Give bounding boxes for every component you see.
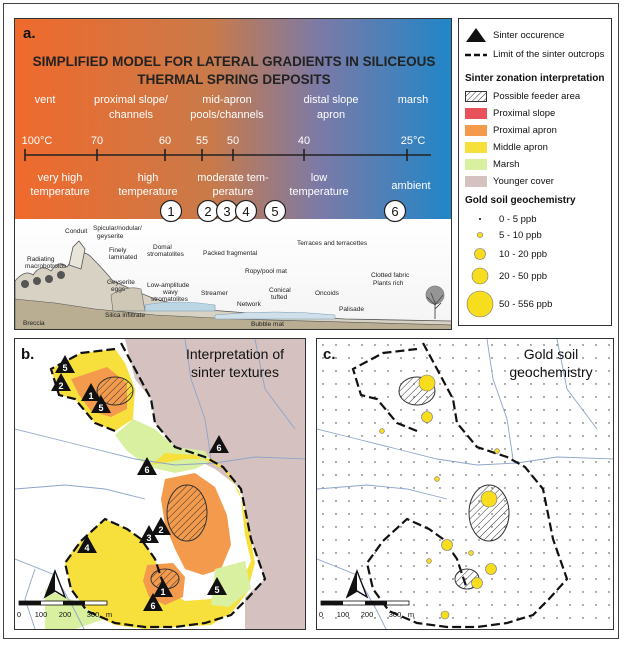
gold-sample-small (427, 559, 432, 564)
zone-circle-1 (161, 201, 182, 222)
panel-a-letter: a. (23, 25, 36, 42)
legend-gold-20-50: 20 - 50 ppb (465, 265, 547, 287)
proximal-slope-swatch (465, 108, 487, 119)
legend-limit: Limit of the sinter outcrops (465, 49, 604, 60)
label-network: Network (237, 301, 261, 308)
zone-circle-6 (385, 201, 406, 222)
zone-distal-slope: distal slope (303, 94, 359, 106)
dashed-line-icon (465, 50, 487, 60)
label-packed-fragmental: Packed fragmental (203, 250, 258, 257)
class-ambient: ambient (391, 180, 431, 192)
temp-tick-70: 70 (90, 135, 104, 147)
gold-sample-medium (441, 611, 449, 619)
svg-text:4: 4 (242, 204, 250, 219)
gold-sample-small (435, 477, 440, 482)
label-wavy: wavy (163, 289, 178, 296)
scale-label-unit: m (407, 610, 415, 619)
gold-sample-small (469, 551, 474, 556)
svg-text:6: 6 (391, 204, 399, 219)
label-terraces: Terraces and terracettes (297, 240, 368, 247)
gold-sample-medium (486, 564, 497, 575)
label-stromatolites: stromatolites (147, 251, 184, 258)
legend (458, 18, 612, 326)
svg-text:5: 5 (62, 363, 68, 373)
label-ropy-pool-mat: Ropy/pool mat (245, 268, 287, 275)
gold-dot-icon (465, 212, 495, 226)
scale-label-200: 200 (58, 610, 72, 619)
legend-zonation-title: Sinter zonation interpretation (465, 73, 605, 84)
label-spicular: Spicular/nodular/ (93, 225, 142, 232)
label-stromatolites-2: stromatolites (151, 296, 188, 303)
triangle-icon (465, 27, 487, 43)
zone-apron: apron (316, 109, 346, 121)
class-low-2: temperature (289, 186, 349, 198)
svg-text:5: 5 (214, 585, 220, 595)
zone-channels: channels (108, 109, 154, 121)
label-conical: Conical (269, 287, 291, 294)
scale-label-100: 100 (336, 610, 350, 619)
legend-gold-title: Gold soil geochemistry (465, 195, 576, 206)
legend-gold-5-10: 5 - 10 ppb (465, 228, 542, 242)
legend-gold-0-5: 0 - 5 ppb (465, 212, 537, 226)
zone-circle-3 (217, 201, 238, 222)
panel-b-letter: b. (21, 346, 35, 363)
panel-b-title-line2: sinter textures (191, 364, 279, 380)
gold-circle-medium-icon (465, 245, 495, 263)
class-very-high-1: very high (37, 172, 83, 184)
legend-zone-younger-cover: Younger cover (465, 176, 554, 187)
panel-b-title-line1: Interpretation of (185, 346, 285, 362)
zone-mid-apron: mid-apron (202, 94, 252, 106)
zone-circle-2 (198, 201, 219, 222)
gold-sample-large (481, 491, 497, 507)
svg-text:6: 6 (144, 465, 150, 475)
gold-sample-medium (472, 578, 483, 589)
scale-label-300: 300 (388, 610, 402, 619)
label-silica-infiltrate: Silica infiltrate (105, 312, 146, 319)
label-laminated: laminated (109, 254, 138, 261)
svg-text:6: 6 (216, 443, 222, 453)
legend-gold-10-20: 10 - 20 ppb (465, 245, 547, 263)
feeder-area-center (167, 485, 207, 541)
panel-c-letter: c. (323, 346, 336, 363)
panel-c-title-line1: Gold soil (523, 346, 579, 362)
gold-sample-small (495, 449, 500, 454)
middle-apron-swatch (465, 142, 487, 153)
label-geyserite-eggs-2: eggs (111, 286, 126, 293)
zone-circle-5 (265, 201, 286, 222)
svg-text:1: 1 (88, 391, 94, 401)
svg-text:2: 2 (204, 204, 212, 219)
legend-gold-50-556: 50 - 556 ppb (465, 289, 552, 319)
panel-c-map (317, 339, 614, 630)
label-finely: Finely (109, 247, 127, 254)
label-geyserite: geyserite (97, 233, 124, 240)
scale-label-300: 300 (86, 610, 100, 619)
scale-label-0: 0 (16, 610, 22, 619)
label-conduit: Conduit (65, 228, 88, 235)
marsh-swatch (465, 159, 487, 170)
proximal-apron-swatch (465, 125, 487, 136)
zone-proximal-slope: proximal slope/ (94, 94, 168, 106)
label-low-amplitude: Low-amplitude (147, 282, 190, 289)
temp-tick-40: 40 (297, 135, 311, 147)
legend-feeder: Possible feeder area (465, 91, 580, 102)
svg-text:3: 3 (223, 204, 231, 219)
svg-text:6: 6 (150, 601, 156, 611)
zone-marsh: marsh (397, 94, 429, 106)
label-palisade: Palisade (339, 306, 364, 313)
scale-bar (321, 601, 409, 605)
svg-text:1: 1 (160, 587, 166, 597)
label-breccia: Breccia (23, 320, 45, 327)
label-bubble-mat: Bubble mat (251, 321, 284, 328)
gold-sample-medium (442, 540, 453, 551)
svg-text:3: 3 (146, 533, 152, 543)
scale-label-100: 100 (34, 610, 48, 619)
svg-text:5: 5 (98, 403, 104, 413)
label-streamer: Streamer (201, 290, 228, 297)
panel-a (14, 18, 452, 330)
label-domal: Domal (153, 244, 172, 251)
scale-label-200: 200 (360, 610, 374, 619)
temp-tick-50: 50 (226, 135, 240, 147)
class-very-high-2: temperature (30, 186, 90, 198)
scale-bar (19, 601, 107, 605)
temp-tick-25: 25°C (400, 135, 426, 147)
younger-cover-swatch (465, 176, 487, 187)
temp-tick-100: 100°C (21, 135, 53, 147)
label-tufted: tufted (271, 294, 288, 301)
gold-sample-medium (422, 412, 433, 423)
scale-label-unit: m (105, 610, 113, 619)
svg-text:2: 2 (58, 381, 64, 391)
gold-sample-small (380, 429, 385, 434)
label-radiating: Radiating (27, 256, 55, 263)
svg-text:5: 5 (271, 204, 279, 219)
gold-sample-large (419, 375, 435, 391)
gold-circle-large-icon (465, 265, 495, 287)
zone-circle-4 (236, 201, 257, 222)
svg-text:2: 2 (158, 525, 164, 535)
class-high-1: high (137, 172, 159, 184)
legend-zone-marsh: Marsh (465, 159, 519, 170)
class-moderate-1: moderate tem- (197, 172, 269, 184)
label-plants-rich: Plants rich (373, 280, 404, 287)
panel-c (316, 338, 614, 630)
svg-text:1: 1 (167, 204, 175, 219)
gold-circle-xlarge-icon (465, 289, 495, 319)
label-geyserite-eggs-1: Geyserite (107, 279, 135, 286)
panel-b (14, 338, 306, 630)
legend-zone-proximal-slope: Proximal slope (465, 108, 555, 119)
legend-sinter-occurence: Sinter occurence (465, 27, 564, 43)
panel-c-title-line2: geochemistry (509, 364, 593, 380)
panel-a-graphic (15, 19, 452, 330)
temp-tick-55: 55 (195, 135, 209, 147)
panel-b-map (15, 339, 306, 630)
class-low-1: low (310, 172, 328, 184)
zone-pools-channels: pools/channels (190, 109, 264, 121)
label-macrobotroids: macrobotroids (25, 263, 67, 270)
hatched-swatch-icon (465, 91, 487, 102)
label-clotted-fabric: Clotted fabric (371, 272, 410, 279)
temp-tick-60: 60 (158, 135, 172, 147)
panel-a-title-line1: SIMPLIFIED MODEL FOR LATERAL GRADIENTS IN SILICEOUS (32, 54, 436, 69)
gold-circle-small-icon (465, 228, 495, 242)
class-moderate-2: perature (212, 186, 254, 198)
panel-a-title-line2: THERMAL SPRING DEPOSITS (137, 72, 331, 87)
scale-label-0: 0 (318, 610, 324, 619)
legend-zone-proximal-apron: Proximal apron (465, 125, 557, 136)
label-oncoids: Oncoids (315, 290, 339, 297)
zone-vent: vent (34, 94, 56, 106)
svg-text:4: 4 (84, 543, 90, 553)
legend-zone-middle-apron: Middle apron (465, 142, 548, 153)
class-high-2: temperature (118, 186, 178, 198)
